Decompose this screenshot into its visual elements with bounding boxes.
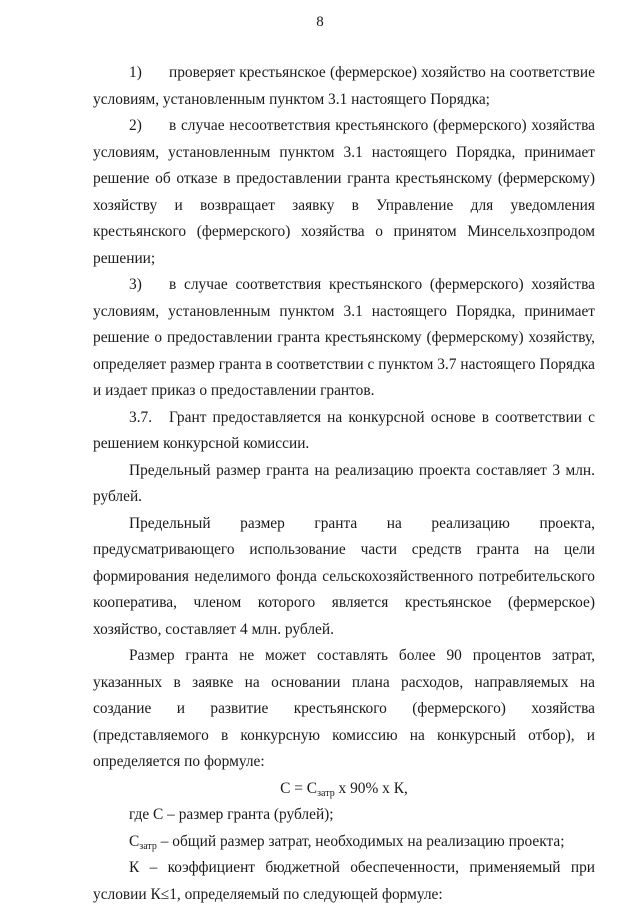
list-marker: 1) (129, 64, 142, 81)
formula-rhs: х 90% х К, (334, 779, 408, 797)
czatr-subscript: затр (139, 840, 157, 852)
list-marker: 2) (129, 117, 142, 134)
clause-paragraph (93, 405, 595, 458)
clause-marker: 3.7. (129, 408, 153, 426)
max-grant-paragraph: Предельный размер гранта на реализацию проекта составляет 3 млн. рублей. (93, 461, 595, 505)
max-grant-coop-paragraph: Предельный размер гранта на реализацию проекта, предусматривающего использование части средств гранта на цели формирования неделимого фонда сельскохозяйственного потребительского кооператива, членом которого является крестьянское (фермерское) хозяйство, составляет 4 млн. рублей. (93, 514, 595, 638)
list-marker: 3) (129, 276, 142, 293)
definition-k: К – коэффициент бюджетной обеспеченности, применяемый при условии К≤1, определяемый по следующей формуле: (93, 859, 595, 903)
formula-lhs: С = С (280, 779, 318, 797)
definition-czatr (93, 829, 595, 856)
definition-c: где С – размер гранта (рублей); (129, 806, 334, 823)
list-item-text: проверяет крестьянское (фермерское) хозяйство на соответствие условиям, установленным пунктом 3.1 настоящего Порядка; (93, 64, 595, 108)
czatr-symbol: С (129, 832, 140, 850)
clause-text: Грант предоставляется на конкурсной основе в соответствии с решением конкурсной комиссии. (93, 408, 595, 452)
grant-limit-paragraph: Размер гранта не может составлять более 90 процентов затрат, указанных в заявке на основании плана расходов, направляемых на создание и развитие крестьянского (фермерского) хозяйства (представляемого в конкурсную комиссию на конкурсный отбор), и определяется по формуле: (93, 647, 595, 770)
list-item-text: в случае соответствия крестьянского (фермерского) хозяйства условиям, установленным пунктом 3.1 настоящего Порядка, принимает решение о предоставлении гранта крестьянскому (фермерскому) хозяйству, определяет размер гранта в соответствии с пунктом 3.7 настоящего Порядка и издает приказ о предоставлении грантов. (93, 276, 595, 399)
formula-subscript: затр (317, 787, 335, 799)
document-body (93, 60, 595, 908)
grant-formula (93, 776, 595, 803)
czatr-text: – общий размер затрат, необходимых на реализацию проекта; (156, 832, 565, 850)
list-item (93, 272, 595, 405)
page-number: 8 (316, 14, 324, 30)
list-item (93, 113, 595, 272)
list-item (93, 60, 595, 113)
list-item-text: в случае несоответствия крестьянского (фермерского) хозяйства условиям, установленным пунктом 3.1 настоящего Порядка, принимает решение об отказе в предоставлении гранта крестьянскому (фермерскому) хозяйству и возвращает заявку в Управление для уведомления крестьянского (фермерского) хозяйства о принятом Минсельхозпродом решении; (93, 117, 595, 267)
